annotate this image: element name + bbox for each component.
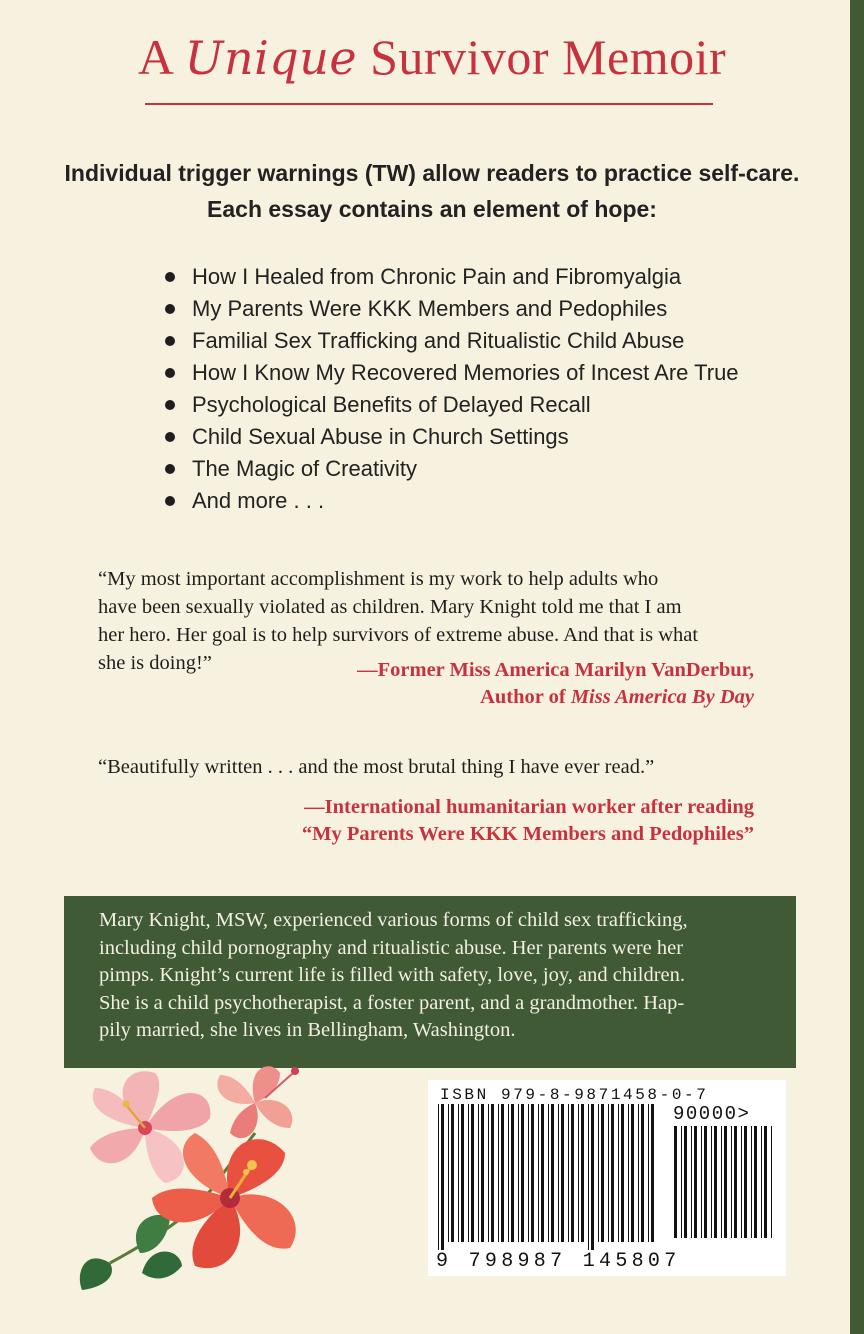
barcode-bar [511, 1104, 514, 1242]
barcode-bar [551, 1104, 554, 1242]
barcode-bar [651, 1104, 654, 1242]
barcode-bar [558, 1104, 559, 1242]
barcode-bar [478, 1104, 479, 1242]
barcode-bar [618, 1104, 619, 1242]
title-underline [145, 103, 713, 105]
barcode-bar [638, 1104, 639, 1242]
barcode-bar [648, 1104, 649, 1242]
barcode-bar [458, 1104, 459, 1242]
barcode-bar [531, 1104, 534, 1242]
barcode-bar [681, 1126, 682, 1238]
barcode-bar [621, 1104, 624, 1242]
bullet-icon [165, 432, 175, 442]
barcode-bar [761, 1126, 762, 1238]
intro-text [0, 155, 864, 227]
barcode-bar [481, 1104, 484, 1242]
barcode-bar [608, 1104, 609, 1242]
barcode-bar [598, 1104, 599, 1242]
barcode-bar [548, 1104, 549, 1242]
barcode-bar [578, 1104, 579, 1242]
barcode-bar [451, 1104, 454, 1242]
barcode-bar [741, 1126, 742, 1238]
barcode-bar [701, 1126, 702, 1238]
barcode-bar [631, 1104, 634, 1242]
barcode-bar [468, 1104, 469, 1242]
barcode-bar [691, 1126, 692, 1238]
barcode-bar [754, 1126, 757, 1238]
bullet-icon [165, 464, 175, 474]
barcode-bar [471, 1104, 474, 1242]
intro-line-2: Each essay contains an element of hope: [207, 196, 657, 222]
barcode-bar [711, 1126, 712, 1238]
barcode-bar [521, 1104, 524, 1242]
barcode-bar [438, 1104, 439, 1250]
ean-digits: 9 798987 145807 [436, 1250, 681, 1273]
barcode-bar [731, 1126, 732, 1238]
bullet-icon [165, 400, 175, 410]
isbn-label: ISBN 979-8-9871458-0-7 [440, 1086, 709, 1104]
barcode-bar [571, 1104, 574, 1242]
barcode-bar [501, 1104, 504, 1242]
testimonial-quote-1: “My most important accomplishment is my work to help adults who have been sexually violated as children. Mary Knight told me that I am her hero. Her goal is to help survivors of extreme abuse. And that is what she is doing!” [98, 568, 699, 674]
barcode-bar [744, 1126, 747, 1238]
book-cover-title: A Unique Survivor Memoir [137, 29, 727, 85]
barcode-bar [461, 1104, 464, 1242]
essay-list-item: Familial Sex Trafficking and Ritualistic Child Abuse [165, 325, 739, 357]
essay-list [165, 261, 739, 517]
intro-line-1: Individual trigger warnings (TW) allow readers to practice self-care. [64, 160, 800, 186]
bullet-icon [165, 272, 175, 282]
bullet-icon [165, 336, 175, 346]
bullet-icon [165, 496, 175, 506]
barcode-bar [488, 1104, 489, 1242]
barcode-bar [734, 1126, 737, 1238]
essay-list-item: And more . . . [165, 485, 739, 517]
barcode-bar [704, 1126, 707, 1238]
barcode-bar [441, 1104, 444, 1250]
barcode-bar [674, 1126, 677, 1238]
essay-list-item: My Parents Were KKK Members and Pedophiles [165, 293, 739, 325]
barcode-bar [694, 1126, 697, 1238]
title-script-word: Unique [184, 31, 358, 85]
barcode-bar [591, 1104, 594, 1250]
barcode-bar [541, 1104, 544, 1242]
author-bio-box: Mary Knight, MSW, experienced various forms of child sex trafficking, including child pornography and ritualistic abuse. Her parents were her pimps. Knight’s current life is filled with safety, love, joy, and children. She is a child psychotherapist, a foster parent, and a grandmother. Hap- pily married, she lives in Bellingham, Washington. [64, 896, 796, 1068]
barcode-bar [561, 1104, 564, 1242]
barcode-bar [714, 1126, 717, 1238]
barcode-bar [538, 1104, 539, 1242]
barcode-bar [601, 1104, 604, 1242]
barcode-bar [581, 1104, 584, 1242]
barcode-bar [684, 1126, 687, 1238]
essay-list-item: Psychological Benefits of Delayed Recall [165, 389, 739, 421]
barcode-bar [498, 1104, 499, 1242]
barcode-bar [568, 1104, 569, 1242]
barcode-bar [528, 1104, 529, 1242]
testimonial-quote-2: “Beautifully written . . . and the most brutal thing I have ever read.” [98, 756, 655, 778]
book-title-reference: Miss America By Day [570, 686, 754, 708]
price-code: 90000> [673, 1103, 751, 1125]
essay-list-item: How I Healed from Chronic Pain and Fibromyalgia [165, 261, 739, 293]
bullet-icon [165, 304, 175, 314]
bullet-icon [165, 368, 175, 378]
barcode-bar [588, 1104, 589, 1250]
isbn-barcode [436, 1104, 660, 1250]
barcode-bar [508, 1104, 509, 1242]
barcode-bar [771, 1126, 772, 1238]
price-addon-barcode [672, 1126, 778, 1272]
essay-list-item: The Magic of Creativity [165, 453, 739, 485]
barcode-bar [611, 1104, 614, 1242]
barcode-bar [751, 1126, 752, 1238]
barcode-bar [448, 1104, 449, 1242]
hibiscus-flowers-illustration [70, 1058, 330, 1294]
essay-list-item: How I Know My Recovered Memories of Incest Are True [165, 357, 739, 389]
barcode-bar [764, 1126, 767, 1238]
barcode-bar [724, 1126, 727, 1238]
barcode-bar [491, 1104, 494, 1242]
barcode-bar [721, 1126, 722, 1238]
barcode-bar [641, 1104, 644, 1242]
barcode-bar [628, 1104, 629, 1242]
barcode-bar [518, 1104, 519, 1242]
essay-list-item: Child Sexual Abuse in Church Settings [165, 421, 739, 453]
testimonial-attribution-1: —Former Miss America Marilyn VanDerbur, Author of Miss America By Day [357, 659, 754, 708]
testimonial-attribution-2: —International humanitarian worker after reading “My Parents Were KKK Members and Pedophiles” [301, 796, 754, 845]
